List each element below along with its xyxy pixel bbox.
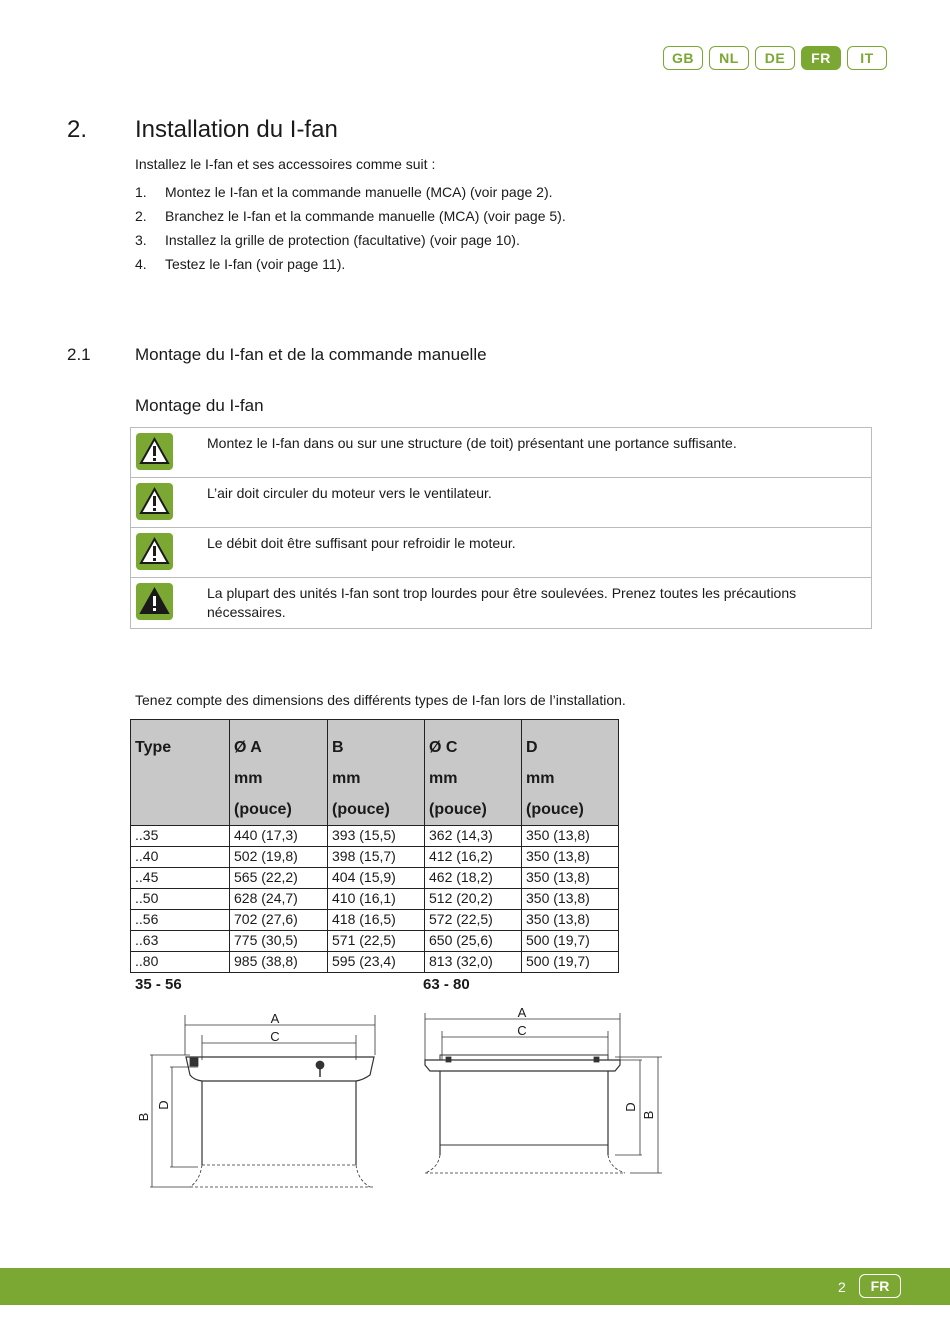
dim-label-c: C — [270, 1029, 280, 1044]
dimensions-intro: Tenez compte des dimensions des différents types de I-fan lors de l’installation. — [135, 692, 626, 708]
table-header: B mm (pouce) — [328, 720, 425, 826]
table-row: ..50 628 (24,7) 410 (16,1) 512 (20,2) 350 (13,8) — [131, 889, 619, 910]
weight-warning-icon — [136, 583, 173, 620]
dimensions-table — [130, 719, 619, 973]
table-row: ..40 502 (19,8) 398 (15,7) 412 (16,2) 350 (13,8) — [131, 847, 619, 868]
subsection-title: Montage du I-fan et de la commande manuelle — [135, 345, 487, 364]
table-row: ..80 985 (38,8) 595 (23,4) 813 (32,0) 500 (19,7) — [131, 952, 619, 973]
footer-bar — [0, 1268, 950, 1305]
step-list — [135, 184, 566, 280]
footer-language-badge: FR — [859, 1274, 901, 1298]
warning-row — [131, 578, 871, 628]
lang-nl[interactable]: NL — [709, 46, 749, 70]
dim-label-b: B — [136, 1112, 151, 1122]
warning-icon — [136, 483, 173, 520]
table-header: Ø A mm (pouce) — [230, 720, 328, 826]
table-header: D mm (pouce) — [522, 720, 619, 826]
warnings-table — [130, 427, 872, 629]
lang-de[interactable]: DE — [755, 46, 795, 70]
fan-drawing-small — [130, 1005, 390, 1200]
table-row: ..63 775 (30,5) 571 (22,5) 650 (25,6) 500 (19,7) — [131, 931, 619, 952]
section-number: 2. — [67, 116, 88, 143]
dim-label-d: D — [156, 1100, 171, 1110]
intro-text: Installez le I-fan et ses accessoires comme suit : — [135, 156, 436, 172]
table-header: Type — [131, 720, 230, 826]
warning-row — [131, 428, 871, 478]
figure-label-small: 35 - 56 — [135, 976, 182, 993]
list-item: 1. Montez le I-fan et la commande manuelle (MCA) (voir page 2). — [135, 184, 553, 200]
warning-row — [131, 528, 871, 578]
dim-label-d: D — [623, 1102, 638, 1112]
subsection-number: 2.1 — [67, 345, 91, 364]
dim-label-a: A — [517, 1005, 527, 1020]
warning-icon — [136, 433, 173, 470]
list-item: 4. Testez le I-fan (voir page 11). — [135, 256, 346, 272]
table-row: ..35 440 (17,3) 393 (15,5) 362 (14,3) 350 (13,8) — [131, 826, 619, 847]
lang-fr[interactable]: FR — [801, 46, 841, 70]
fan-drawing-large — [420, 1005, 670, 1185]
dim-label-c: C — [517, 1023, 527, 1038]
warning-text: L’air doit circuler du moteur vers le ventilateur. — [207, 485, 492, 501]
list-item: 3. Installez la grille de protection (facultative) (voir page 10). — [135, 232, 520, 248]
warning-text: Le débit doit être suffisant pour refroidir le moteur. — [207, 535, 516, 551]
warning-text: Montez le I-fan dans ou sur une structure (de toit) présentant une portance suffisante. — [207, 435, 737, 451]
section-title: Installation du I-fan — [135, 116, 338, 143]
table-row: ..45 565 (22,2) 404 (15,9) 462 (18,2) 350 (13,8) — [131, 868, 619, 889]
language-selector — [663, 46, 887, 70]
dim-label-b: B — [641, 1110, 656, 1120]
warning-text: La plupart des unités I-fan sont trop lourdes pour être soulevées. Prenez toutes les précautions nécessaires. — [207, 585, 797, 620]
table-header: Ø C mm (pouce) — [425, 720, 522, 826]
lang-it[interactable]: IT — [847, 46, 887, 70]
page-number: 2 — [838, 1279, 846, 1295]
list-item: 2. Branchez le I-fan et la commande manuelle (MCA) (voir page 5). — [135, 208, 566, 224]
figure-label-large: 63 - 80 — [423, 976, 470, 993]
dim-label-a: A — [270, 1011, 280, 1026]
table-row: ..56 702 (27,6) 418 (16,5) 572 (22,5) 350 (13,8) — [131, 910, 619, 931]
subheading: Montage du I-fan — [135, 396, 264, 415]
warning-row — [131, 478, 871, 528]
warning-icon — [136, 533, 173, 570]
lang-gb[interactable]: GB — [663, 46, 703, 70]
